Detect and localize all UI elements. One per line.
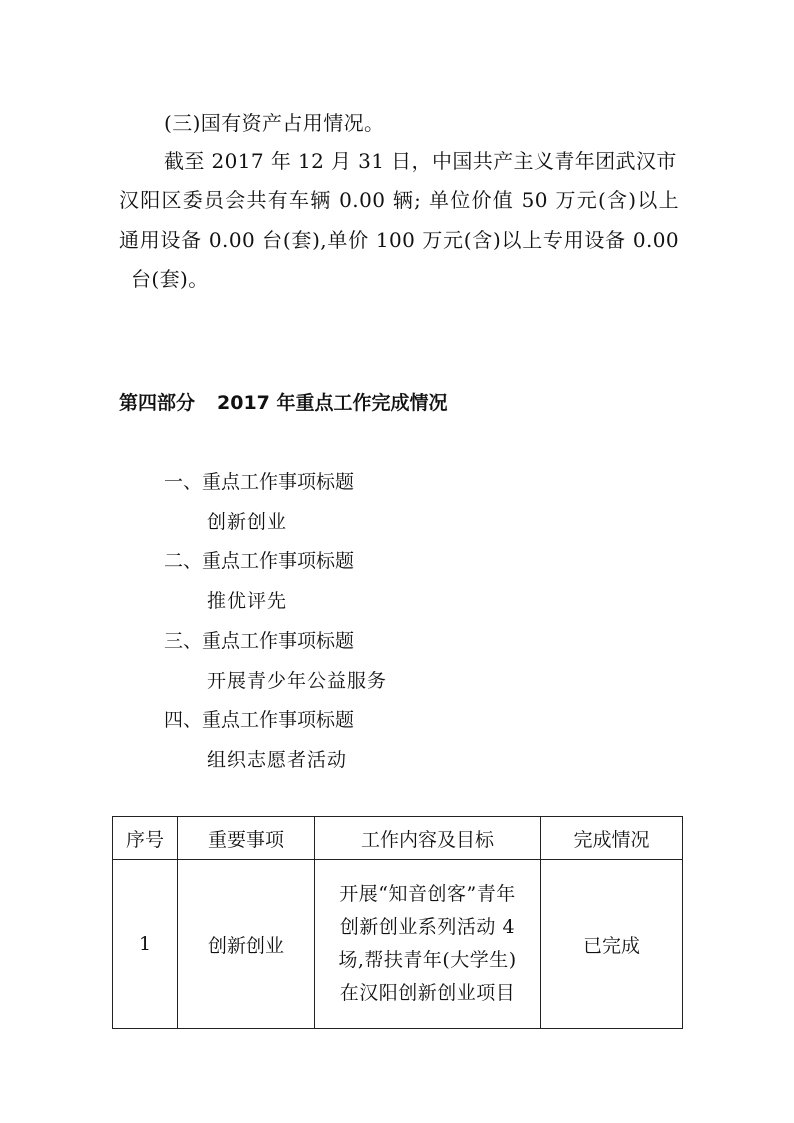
content-line: 场,帮扶青年(大学生) <box>338 949 517 971</box>
cell-content <box>315 860 541 1029</box>
table-header-row <box>113 817 683 860</box>
cell-status: 已完成 <box>541 860 683 1029</box>
header-status: 完成情况 <box>541 817 683 860</box>
key-work-heading-4: 四、重点工作事项标题 <box>164 709 355 731</box>
header-item: 重要事项 <box>178 817 315 860</box>
key-work-content-4: 组织志愿者活动 <box>207 749 348 771</box>
part-four-title: 2017 年重点工作完成情况 <box>217 392 448 414</box>
part-four-label: 第四部分 <box>119 392 196 414</box>
assets-para-line-3: 通用设备 0.00 台(套),单价 100 万元(含)以上专用设备 0.00 <box>119 228 679 252</box>
assets-para-line-1: 截至 2017 年 12 月 31 日，中国共产主义青年团武汉市 <box>164 149 677 173</box>
key-work-table <box>112 816 683 1029</box>
table-row <box>113 860 683 1029</box>
header-no: 序号 <box>113 817 178 860</box>
content-line: 开展“知音创客”青年 <box>339 883 516 905</box>
assets-para-line-2: 汉阳区委员会共有车辆 0.00 辆; 单位价值 50 万元(含)以上 <box>119 188 679 212</box>
content-line: 在汉阳创新创业项目 <box>339 982 516 1004</box>
cell-item: 创新创业 <box>178 860 315 1029</box>
part-four-heading <box>119 390 448 416</box>
key-work-content-1: 创新创业 <box>207 511 288 533</box>
key-work-content-2: 推优评先 <box>207 590 288 612</box>
key-work-heading-1: 一、重点工作事项标题 <box>164 471 355 493</box>
cell-no: 1 <box>113 860 178 1029</box>
content-line: 创新创业系列活动 4 <box>339 916 516 938</box>
key-work-heading-3: 三、重点工作事项标题 <box>164 630 355 652</box>
assets-section-title: (三)国有资产占用情况。 <box>164 111 385 135</box>
header-content: 工作内容及目标 <box>315 817 541 860</box>
assets-para-line-4: 台(套)。 <box>131 267 209 291</box>
key-work-content-3: 开展青少年公益服务 <box>207 670 388 692</box>
key-work-heading-2: 二、重点工作事项标题 <box>164 550 355 572</box>
